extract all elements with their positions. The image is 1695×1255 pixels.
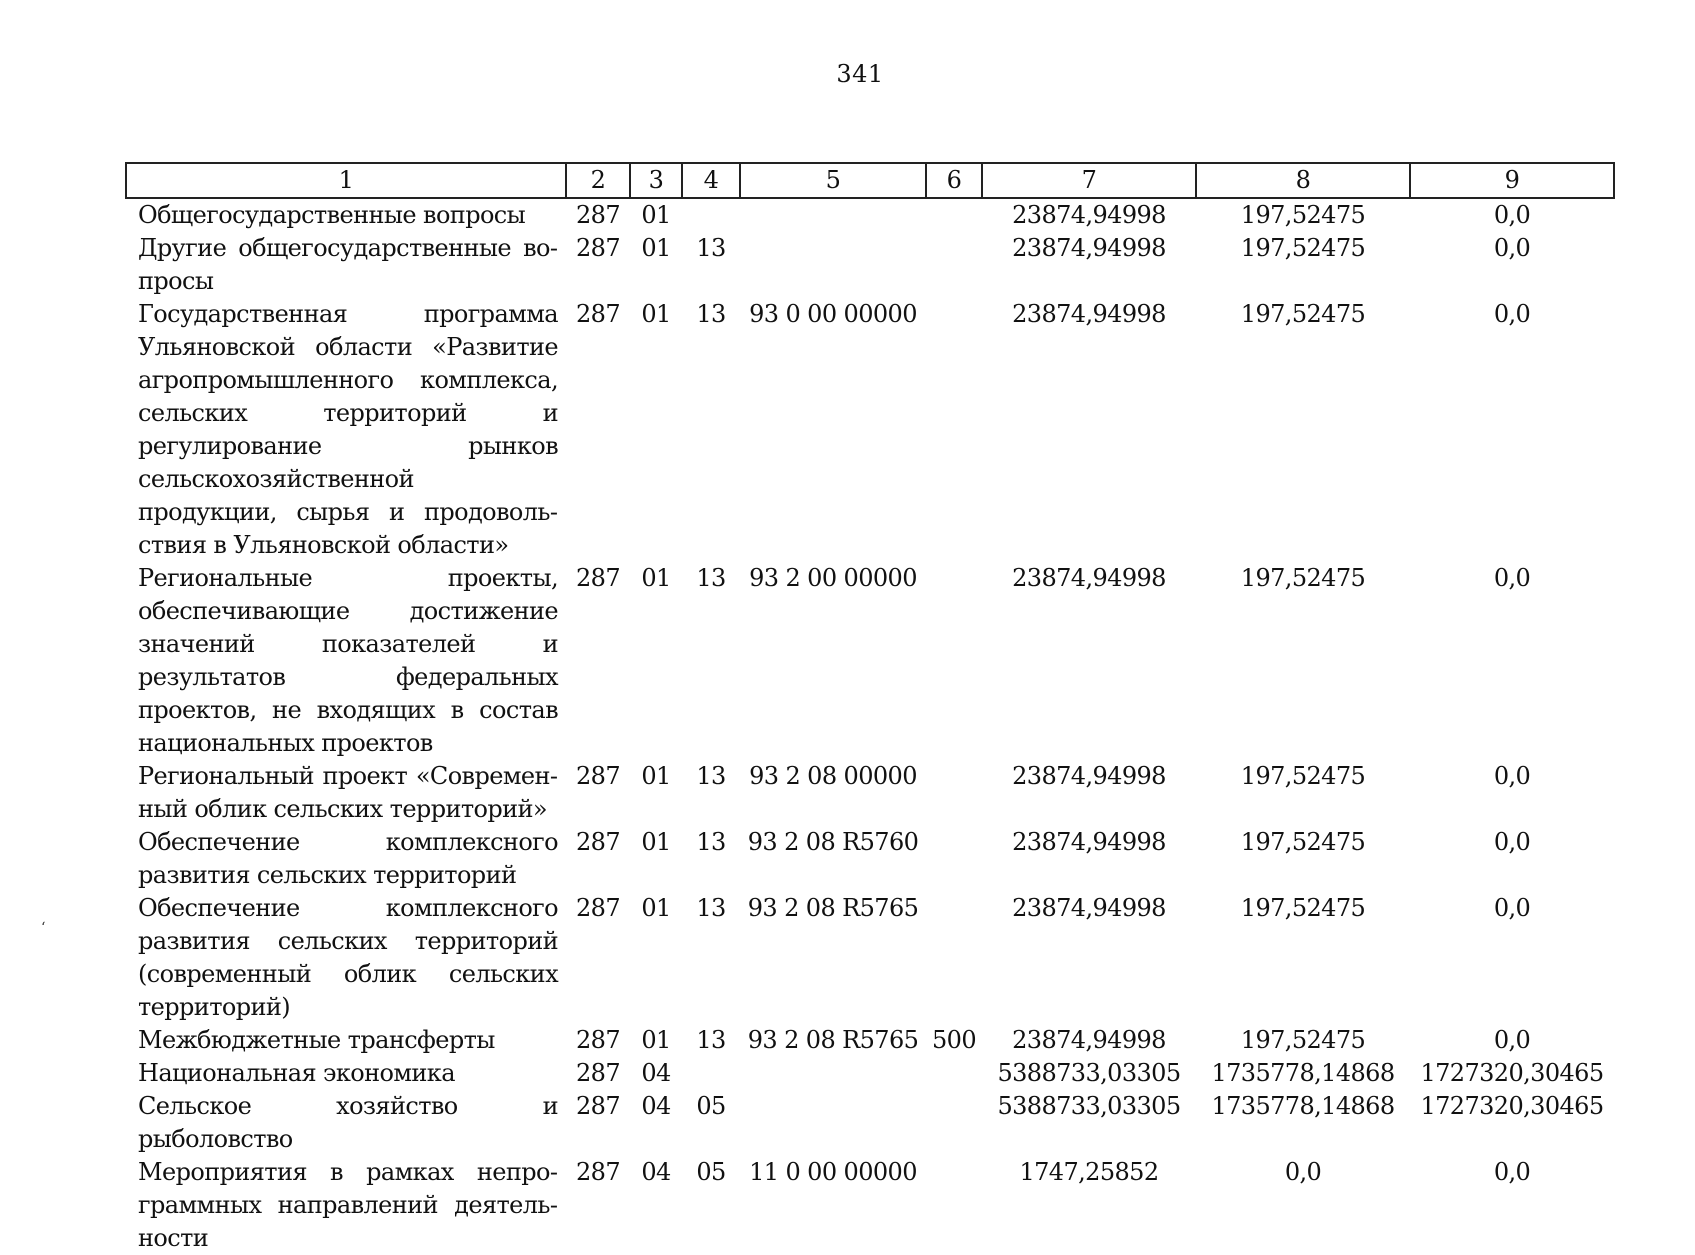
cell-col-3: 01 [641,1026,671,1054]
cell-col-8: 197,52475 [1240,234,1366,262]
cell-col-2: 287 [575,564,620,592]
header-col-4: 4 [682,163,740,198]
cell-col-7: 23874,94998 [1012,828,1166,856]
cell-col-5 [740,198,926,232]
cell-col-8: 197,52475 [1240,1026,1366,1054]
cell-col-4 [682,198,740,232]
cell-col-7: 23874,94998 [1012,762,1166,790]
table-row [126,1024,1614,1057]
cell-col-2: 287 [575,1059,620,1087]
cell-col-3: 01 [641,564,671,592]
header-col-6: 6 [926,163,982,198]
cell-col-9: 0,0 [1493,234,1531,262]
cell-col-9: 0,0 [1493,201,1531,229]
cell-col-8: 197,52475 [1240,201,1366,229]
cell-col-7: 23874,94998 [1012,201,1166,229]
cell-col-6 [926,298,982,562]
table-row [126,1057,1614,1090]
row-name: Обеспечение комплексного развития сельских территорий [138,828,558,889]
cell-col-5: 93 2 08 R5765 [747,1026,919,1054]
cell-col-7: 5388733,03305 [997,1092,1181,1120]
cell-col-9: 1727320,30465 [1420,1092,1604,1120]
cell-col-3: 01 [641,828,671,856]
cell-col-4 [682,1057,740,1090]
cell-col-6: 500 [931,1026,976,1054]
cell-col-2: 287 [575,300,620,328]
cell-col-2: 287 [575,1092,620,1120]
cell-col-8: 197,52475 [1240,564,1366,592]
cell-col-3: 01 [641,300,671,328]
cell-col-4: 13 [696,1026,726,1054]
cell-col-5: 93 2 08 R5760 [747,828,919,856]
table-body [126,198,1614,1255]
cell-col-5 [740,232,926,298]
table-row [126,198,1614,232]
budget-table [125,162,1615,1255]
cell-col-5: 93 2 08 00000 [749,762,917,790]
cell-col-9: 0,0 [1493,762,1531,790]
cell-col-4: 05 [696,1092,726,1120]
table-row [126,562,1614,760]
header-col-7: 7 [982,163,1196,198]
cell-col-7: 23874,94998 [1012,300,1166,328]
row-name: Национальная экономика [138,1059,455,1087]
row-name: Государственная программа Ульяновской области «Развитие агропромышленного комплекса, сельских территорий и регулирование рынков сельскохозяйственной продукции, сырья и продовольствия в Ульяновской области» [138,300,558,559]
table-row [126,1156,1614,1255]
header-col-8: 8 [1196,163,1410,198]
table-header [126,163,1614,198]
cell-col-8: 1735778,14868 [1211,1059,1395,1087]
table-row [126,298,1614,562]
row-name: Другие общегосударственные вопросы [138,234,558,295]
row-name: Мероприятия в рамках непрограммных направлений деятельности [138,1158,558,1252]
row-name: Сельское хозяйство и рыболовство [138,1092,558,1153]
cell-col-9: 0,0 [1493,894,1531,922]
cell-col-2: 287 [575,894,620,922]
row-name: Региональный проект «Современный облик сельских территорий» [138,762,558,823]
cell-col-6 [926,1057,982,1090]
cell-col-9: 0,0 [1493,1026,1531,1054]
cell-col-9: 0,0 [1493,1158,1531,1186]
cell-col-7: 23874,94998 [1012,894,1166,922]
cell-col-7: 1747,25852 [1019,1158,1159,1186]
cell-col-3: 01 [641,234,671,262]
cell-col-8: 197,52475 [1240,762,1366,790]
cell-col-6 [926,562,982,760]
cell-col-6 [926,232,982,298]
cell-col-4: 13 [696,762,726,790]
cell-col-3: 04 [641,1158,671,1186]
cell-col-7: 23874,94998 [1012,1026,1166,1054]
row-name: Межбюджетные трансферты [138,1026,495,1054]
cell-col-6 [926,1090,982,1156]
row-name: Региональные проекты, обеспечивающие достижение значений показателей и результатов федеральных проектов, не входящих в состав национальных проектов [138,564,558,757]
cell-col-6 [926,198,982,232]
cell-col-8: 1735778,14868 [1211,1092,1395,1120]
cell-col-6 [926,826,982,892]
page-number: 341 [836,60,884,88]
cell-col-9: 0,0 [1493,828,1531,856]
cell-col-7: 23874,94998 [1012,564,1166,592]
cell-col-4: 13 [696,300,726,328]
header-col-2: 2 [566,163,630,198]
cell-col-5: 93 2 00 00000 [749,564,917,592]
cell-col-3: 04 [641,1092,671,1120]
cell-col-2: 287 [575,762,620,790]
cell-col-8: 197,52475 [1240,894,1366,922]
cell-col-8: 197,52475 [1240,300,1366,328]
cell-col-2: 287 [575,234,620,262]
cell-col-2: 287 [575,201,620,229]
table-row [126,1090,1614,1156]
row-name: Обеспечение комплексного развития сельских территорий (современный облик сельских территорий) [138,894,558,1021]
header-col-3: 3 [630,163,682,198]
table-row [126,826,1614,892]
cell-col-4: 05 [696,1158,726,1186]
cell-col-2: 287 [575,1026,620,1054]
cell-col-7: 23874,94998 [1012,234,1166,262]
table-row [126,892,1614,1024]
cell-col-6 [926,760,982,826]
header-row [126,163,1614,198]
cell-col-9: 1727320,30465 [1420,1059,1604,1087]
header-col-5: 5 [740,163,926,198]
cell-col-5 [740,1057,926,1090]
header-col-1: 1 [126,163,566,198]
cell-col-9: 0,0 [1493,300,1531,328]
table-row [126,760,1614,826]
cell-col-4: 13 [696,564,726,592]
cell-col-5: 93 2 08 R5765 [747,894,919,922]
cell-col-3: 01 [641,894,671,922]
cell-col-7: 5388733,03305 [997,1059,1181,1087]
cell-col-6 [926,892,982,1024]
cell-col-4: 13 [696,894,726,922]
table-row [126,232,1614,298]
cell-col-3: 01 [641,762,671,790]
cell-col-3: 04 [641,1059,671,1087]
cell-col-8: 0,0 [1284,1158,1322,1186]
cell-col-4: 13 [696,828,726,856]
cell-col-4: 13 [696,234,726,262]
cell-col-9: 0,0 [1493,564,1531,592]
cell-col-6 [926,1156,982,1255]
cell-col-5: 93 0 00 00000 [749,300,917,328]
cell-col-5 [740,1090,926,1156]
cell-col-5: 11 0 00 00000 [749,1158,917,1186]
header-col-9: 9 [1410,163,1614,198]
cell-col-3: 01 [641,201,671,229]
cell-col-8: 197,52475 [1240,828,1366,856]
cell-col-2: 287 [575,1158,620,1186]
cell-col-2: 287 [575,828,620,856]
row-name: Общегосударственные вопросы [138,201,526,229]
stray-mark: ‘ [41,920,46,936]
